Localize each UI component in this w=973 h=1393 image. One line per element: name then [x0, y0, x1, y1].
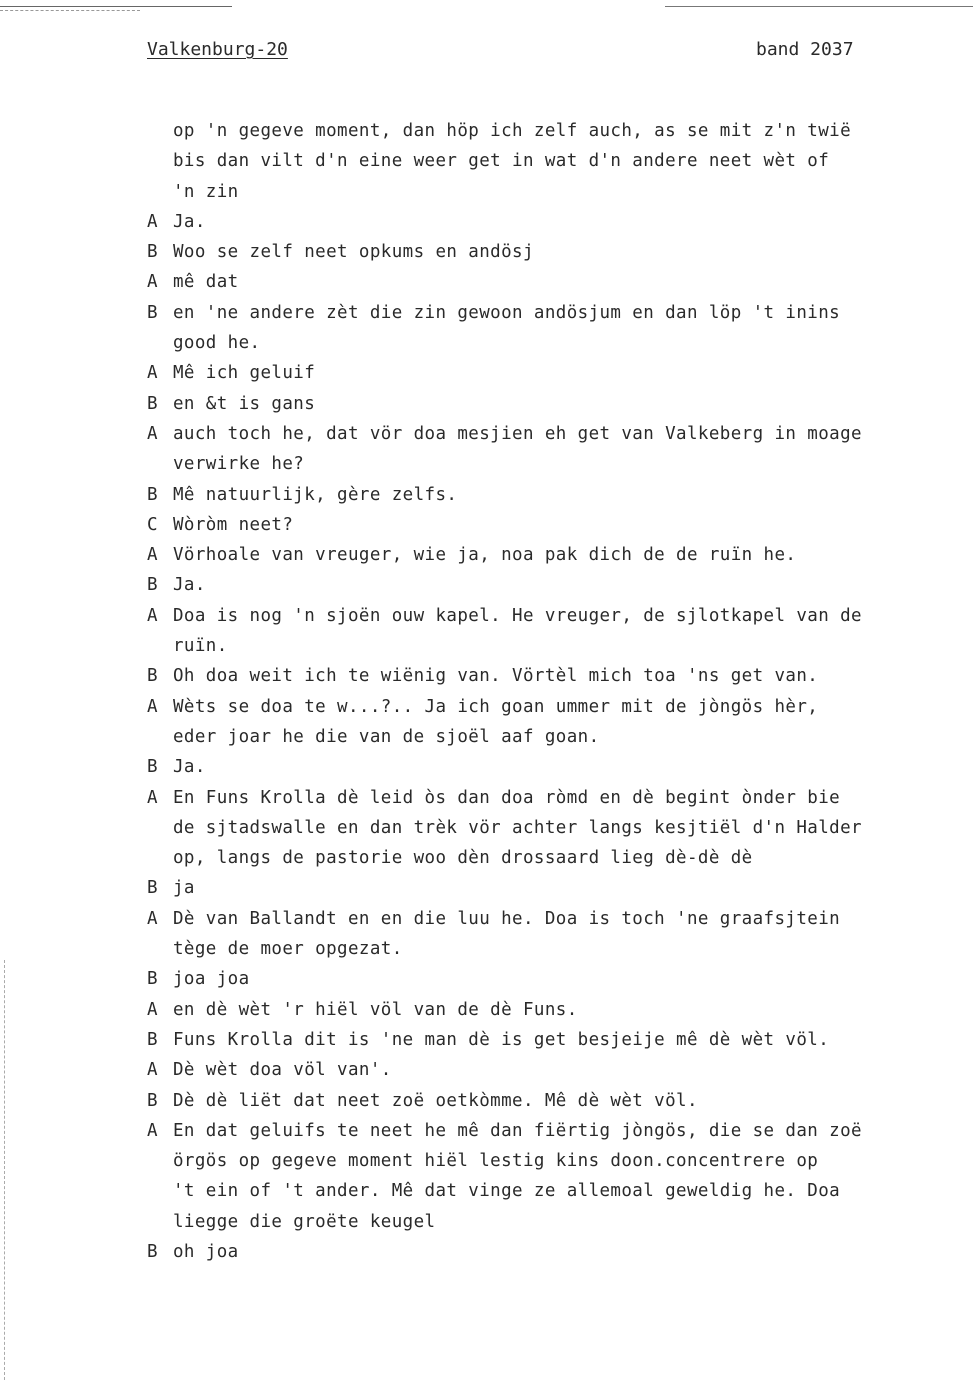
- speaker-label: C: [147, 514, 158, 535]
- transcript-line: [147, 358, 957, 388]
- utterance-text: op, langs de pastorie woo dèn drossaard lieg dè-dè dè: [173, 848, 753, 869]
- top-rule-right: [665, 6, 973, 7]
- utterance-text: en dè wèt 'r hiël völ van de dè Funs.: [173, 999, 578, 1020]
- utterance-text: 'n zin: [173, 181, 239, 202]
- transcript-line: [147, 510, 957, 540]
- speaker-label: A: [147, 908, 158, 929]
- utterance-text: Wèts se doa te w...?.. Ja ich goan ummer mit de jòngös hèr,: [173, 696, 819, 717]
- top-rule-left-dashed: [0, 10, 140, 11]
- speaker-label: B: [147, 242, 158, 263]
- speaker-label: B: [147, 666, 158, 687]
- top-rule-left: [0, 6, 232, 7]
- transcript-line: [147, 661, 957, 691]
- utterance-text: op 'n gegeve moment, dan höp ich zelf auch, as se mit z'n twië: [173, 121, 852, 141]
- transcript-line: [147, 116, 957, 146]
- speaker-label: B: [147, 969, 158, 990]
- utterance-text: Dè wèt doa völ van'.: [173, 1060, 392, 1081]
- transcript-line: [147, 692, 957, 722]
- transcript-line: [147, 1086, 957, 1116]
- utterance-text: tège de moer opgezat.: [173, 939, 403, 960]
- utterance-text: Ja.: [173, 575, 206, 596]
- left-margin-line: [4, 960, 5, 1380]
- tape-number: band 2037: [756, 39, 854, 60]
- utterance-text: Woo se zelf neet opkums en andösj: [173, 242, 534, 263]
- utterance-text: joa joa: [173, 969, 250, 990]
- speaker-label: B: [147, 393, 158, 414]
- speaker-label: A: [147, 696, 158, 717]
- speaker-label: B: [147, 1090, 158, 1111]
- transcript-line: [147, 964, 957, 994]
- utterance-text: ja: [173, 878, 195, 899]
- speaker-label: B: [147, 1241, 158, 1262]
- document-title-text: Valkenburg-20: [147, 39, 288, 60]
- transcript-line: [147, 237, 957, 267]
- speaker-label: A: [147, 363, 158, 384]
- speaker-label: A: [147, 545, 158, 566]
- utterance-text: Funs Krolla dit is 'ne man dè is get besjeije mê dè wèt völ.: [173, 1029, 830, 1050]
- transcript-line: [147, 177, 957, 207]
- utterance-text: Wòròm neet?: [173, 514, 294, 535]
- transcript-line: [147, 207, 957, 237]
- utterance-text: Ja.: [173, 211, 206, 232]
- utterance-text: Doa is nog 'n sjoën ouw kapel. He vreuger, de sjlotkapel van de: [173, 605, 862, 626]
- speaker-label: A: [147, 423, 158, 444]
- utterance-text: 't ein of 't ander. Mê dat vinge ze allemoal geweldig he. Doa: [173, 1181, 841, 1202]
- transcript-line: [147, 1237, 957, 1267]
- transcript-line: [147, 631, 957, 661]
- transcript-line: [147, 1116, 957, 1146]
- utterance-text: ruïn.: [173, 636, 228, 657]
- utterance-text: auch toch he, dat vör doa mesjien eh get van Valkeberg in moage: [173, 423, 862, 444]
- speaker-label: B: [147, 757, 158, 778]
- transcript-line: [147, 1055, 957, 1085]
- document-title: [147, 37, 288, 63]
- utterance-text: eder joar he die van de sjoël aaf goan.: [173, 726, 600, 747]
- transcript-line: [147, 1146, 957, 1176]
- transcript-line: [147, 783, 957, 813]
- utterance-text: Vörhoale van vreuger, wie ja, noa pak dich de de ruïn he.: [173, 545, 797, 566]
- transcript-line: [147, 1207, 957, 1237]
- transcript-line: [147, 328, 957, 358]
- utterance-text: verwirke he?: [173, 454, 305, 475]
- transcript-line: [147, 570, 957, 600]
- speaker-label: B: [147, 575, 158, 596]
- transcript: [147, 116, 957, 1267]
- speaker-label: B: [147, 878, 158, 899]
- utterance-text: Dè dè liët dat neet zoë oetkòmme. Mê dè wèt völ.: [173, 1090, 698, 1111]
- utterance-text: Oh doa weit ich te wiënig van. Vörtèl mich toa 'ns get van.: [173, 666, 819, 687]
- utterance-text: Mê ich geluif: [173, 363, 316, 384]
- speaker-label: A: [147, 1120, 158, 1141]
- utterance-text: En dat geluifs te neet he mê dan fiërtig jòngös, die se dan zoë: [173, 1120, 862, 1141]
- utterance-text: oh joa: [173, 1241, 239, 1262]
- utterance-text: de sjtadswalle en dan trèk vör achter langs kesjtiël d'n Halder: [173, 817, 862, 838]
- transcript-line: [147, 419, 957, 449]
- transcript-line: [147, 389, 957, 419]
- transcript-line: [147, 1176, 957, 1206]
- utterance-text: Dè van Ballandt en en die luu he. Doa is toch 'ne graafsjtein: [173, 908, 841, 929]
- utterance-text: en 'ne andere zèt die zin gewoon andösjum en dan löp 't inins: [173, 302, 841, 323]
- speaker-label: A: [147, 1060, 158, 1081]
- utterance-text: En Funs Krolla dè leid òs dan doa ròmd en dè begint ònder bie: [173, 787, 841, 808]
- speaker-label: B: [147, 1029, 158, 1050]
- transcript-line: [147, 146, 957, 176]
- transcript-line: [147, 873, 957, 903]
- speaker-label: A: [147, 787, 158, 808]
- utterance-text: Mê natuurlijk, gère zelfs.: [173, 484, 458, 505]
- transcript-line: [147, 752, 957, 782]
- speaker-label: A: [147, 999, 158, 1020]
- utterance-text: bis dan vilt d'n eine weer get in wat d'n andere neet wèt of: [173, 151, 830, 172]
- transcript-line: [147, 843, 957, 873]
- transcript-line: [147, 1025, 957, 1055]
- utterance-text: mê dat: [173, 272, 239, 293]
- transcript-line: [147, 449, 957, 479]
- speaker-label: B: [147, 484, 158, 505]
- utterance-text: good he.: [173, 333, 261, 354]
- utterance-text: örgös op gegeve moment hiël lestig kins doon.concentrere op: [173, 1151, 819, 1172]
- transcript-line: [147, 813, 957, 843]
- transcript-line: [147, 934, 957, 964]
- speaker-label: A: [147, 211, 158, 232]
- transcript-line: [147, 904, 957, 934]
- utterance-text: en &t is gans: [173, 393, 316, 414]
- transcript-line: [147, 601, 957, 631]
- speaker-label: B: [147, 302, 158, 323]
- transcript-line: [147, 480, 957, 510]
- speaker-label: A: [147, 605, 158, 626]
- transcript-line: [147, 722, 957, 752]
- speaker-label: A: [147, 272, 158, 293]
- transcript-line: [147, 267, 957, 297]
- transcript-line: [147, 995, 957, 1025]
- transcript-line: [147, 540, 957, 570]
- utterance-text: Ja.: [173, 757, 206, 778]
- utterance-text: liegge die groëte keugel: [173, 1211, 436, 1232]
- transcript-line: [147, 298, 957, 328]
